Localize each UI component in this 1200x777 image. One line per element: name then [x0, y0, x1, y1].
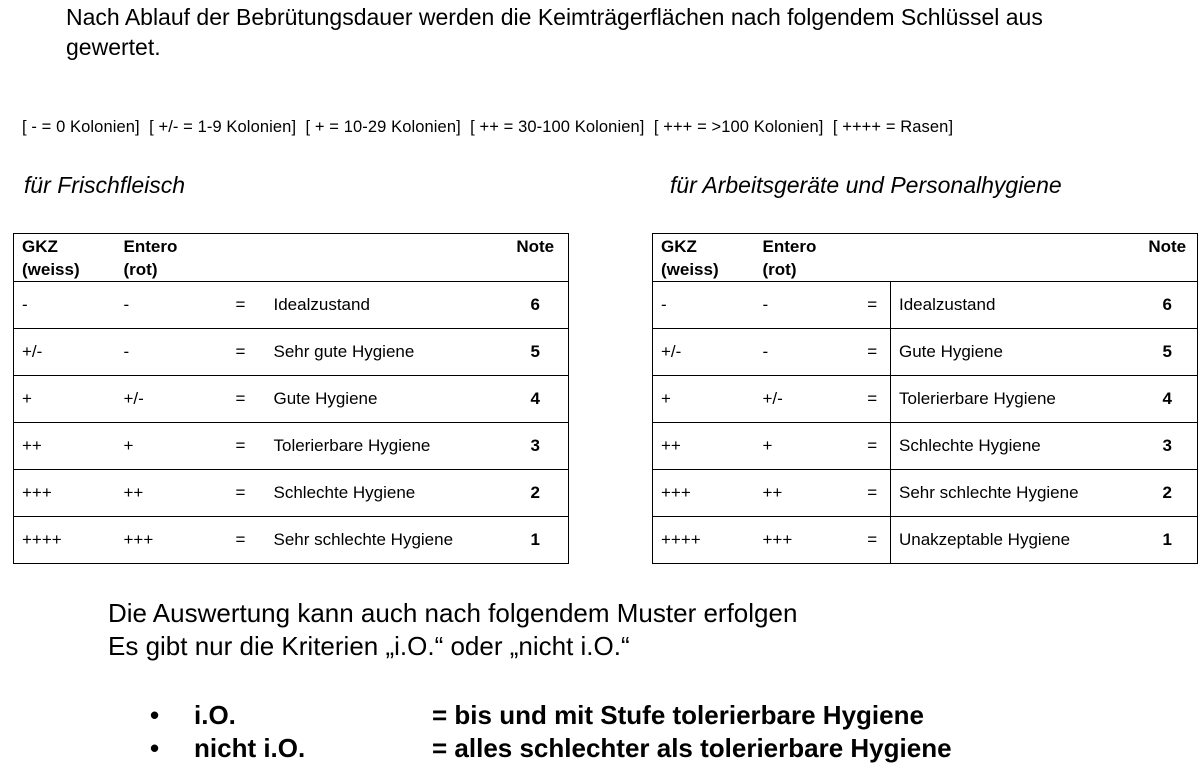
- header-entero-label: Entero: [123, 237, 178, 256]
- cell-note: 5: [1138, 329, 1198, 376]
- cell-entero: +: [755, 423, 855, 470]
- header-gkz: [14, 234, 116, 282]
- header-empty: [891, 234, 1138, 282]
- header-entero: [116, 234, 216, 282]
- cell-gkz: +/-: [653, 329, 755, 376]
- cell-gkz: ++++: [653, 517, 755, 564]
- cell-description: Gute Hygiene: [891, 329, 1138, 376]
- header-empty: [216, 234, 266, 282]
- table-row: [653, 282, 1198, 329]
- cell-equals: =: [216, 282, 266, 329]
- table-row: [653, 423, 1198, 470]
- header-note: Note: [503, 234, 569, 282]
- heading-arbeitsgeraete: für Arbeitsgeräte und Personalhygiene: [670, 172, 1062, 198]
- criteria-definition: = alles schlechter als tolerierbare Hygiene: [432, 733, 952, 763]
- cell-entero: +: [116, 423, 216, 470]
- header-empty: [855, 234, 891, 282]
- cell-equals: =: [216, 423, 266, 470]
- bullet-icon: •: [150, 733, 160, 763]
- criteria-term: nicht i.O.: [194, 733, 306, 763]
- cell-note: 4: [1138, 376, 1198, 423]
- cell-gkz: +: [653, 376, 755, 423]
- cell-gkz: -: [14, 282, 116, 329]
- cell-note: 2: [1138, 470, 1198, 517]
- table-row: [14, 329, 569, 376]
- cell-note: 5: [503, 329, 569, 376]
- table-row: [653, 470, 1198, 517]
- cell-gkz: ++: [14, 423, 116, 470]
- header-entero-label: Entero: [762, 237, 817, 256]
- table-frischfleisch: [13, 233, 569, 564]
- header-gkz: [653, 234, 755, 282]
- cell-equals: =: [216, 470, 266, 517]
- intro-paragraph: [66, 2, 1043, 62]
- bullet-icon: •: [150, 700, 160, 730]
- cell-description: Idealzustand: [891, 282, 1138, 329]
- cell-note: 3: [503, 423, 569, 470]
- colony-key: [ - = 0 Kolonien] [ +/- = 1-9 Kolonien] [ + = 10-29 Kolonien] [ ++ = 30-100 Kolonien] [ +++ = >100 Kolonien] [ ++++ = Rasen]: [22, 118, 954, 136]
- header-entero-sub: (rot): [762, 260, 797, 279]
- table-row: [14, 470, 569, 517]
- cell-equals: =: [855, 423, 891, 470]
- header-note: Note: [1138, 234, 1198, 282]
- cell-note: 1: [503, 517, 569, 564]
- cell-description: Unakzeptable Hygiene: [891, 517, 1138, 564]
- cell-equals: =: [855, 329, 891, 376]
- cell-description: Sehr schlechte Hygiene: [266, 517, 503, 564]
- cell-equals: =: [216, 517, 266, 564]
- header-gkz-label: GKZ: [661, 237, 697, 256]
- cell-gkz: +++: [14, 470, 116, 517]
- cell-entero: +++: [116, 517, 216, 564]
- cell-note: 1: [1138, 517, 1198, 564]
- cell-entero: ++: [116, 470, 216, 517]
- cell-description: Schlechte Hygiene: [266, 470, 503, 517]
- cell-gkz: +/-: [14, 329, 116, 376]
- table-arbeitsgeraete: [652, 233, 1198, 564]
- header-entero-sub: (rot): [123, 260, 158, 279]
- summary-line-2: Es gibt nur die Kriterien „i.O.“ oder „nicht i.O.“: [108, 631, 630, 661]
- cell-equals: =: [855, 376, 891, 423]
- header-gkz-sub: (weiss): [661, 260, 719, 279]
- cell-entero: -: [116, 282, 216, 329]
- cell-gkz: +: [14, 376, 116, 423]
- cell-description: Tolerierbare Hygiene: [891, 376, 1138, 423]
- summary-paragraph: [108, 597, 797, 663]
- header-empty: [266, 234, 503, 282]
- cell-equals: =: [855, 470, 891, 517]
- cell-entero: ++: [755, 470, 855, 517]
- cell-entero: +/-: [116, 376, 216, 423]
- cell-note: 4: [503, 376, 569, 423]
- cell-note: 2: [503, 470, 569, 517]
- cell-description: Sehr schlechte Hygiene: [891, 470, 1138, 517]
- header-gkz-sub: (weiss): [22, 260, 80, 279]
- cell-gkz: +++: [653, 470, 755, 517]
- cell-entero: -: [755, 329, 855, 376]
- table-row: [14, 517, 569, 564]
- table-row: [14, 282, 569, 329]
- table-row: [653, 329, 1198, 376]
- cell-note: 6: [1138, 282, 1198, 329]
- cell-note: 6: [503, 282, 569, 329]
- cell-gkz: ++: [653, 423, 755, 470]
- criteria-term: i.O.: [194, 700, 236, 730]
- cell-equals: =: [855, 517, 891, 564]
- cell-entero: +++: [755, 517, 855, 564]
- cell-gkz: -: [653, 282, 755, 329]
- header-gkz-label: GKZ: [22, 237, 58, 256]
- table-row: [653, 517, 1198, 564]
- table-row: [14, 376, 569, 423]
- intro-line-1: Nach Ablauf der Bebrütungsdauer werden die Keimträgerflächen nach folgendem Schlüssel aus: [66, 4, 1043, 30]
- header-entero: [755, 234, 855, 282]
- cell-description: Tolerierbare Hygiene: [266, 423, 503, 470]
- cell-entero: -: [116, 329, 216, 376]
- cell-description: Schlechte Hygiene: [891, 423, 1138, 470]
- cell-entero: +/-: [755, 376, 855, 423]
- cell-equals: =: [216, 329, 266, 376]
- heading-frischfleisch: für Frischfleisch: [24, 172, 186, 198]
- table-row: [653, 376, 1198, 423]
- table-header-row: [653, 234, 1198, 282]
- cell-entero: -: [755, 282, 855, 329]
- table-row: [14, 423, 569, 470]
- cell-equals: =: [216, 376, 266, 423]
- intro-line-2: gewertet.: [66, 34, 161, 60]
- cell-description: Idealzustand: [266, 282, 503, 329]
- cell-description: Gute Hygiene: [266, 376, 503, 423]
- cell-description: Sehr gute Hygiene: [266, 329, 503, 376]
- cell-equals: =: [855, 282, 891, 329]
- table-header-row: [14, 234, 569, 282]
- cell-note: 3: [1138, 423, 1198, 470]
- cell-gkz: ++++: [14, 517, 116, 564]
- summary-line-1: Die Auswertung kann auch nach folgendem Muster erfolgen: [108, 598, 798, 628]
- criteria-definition: = bis und mit Stufe tolerierbare Hygiene: [432, 700, 924, 730]
